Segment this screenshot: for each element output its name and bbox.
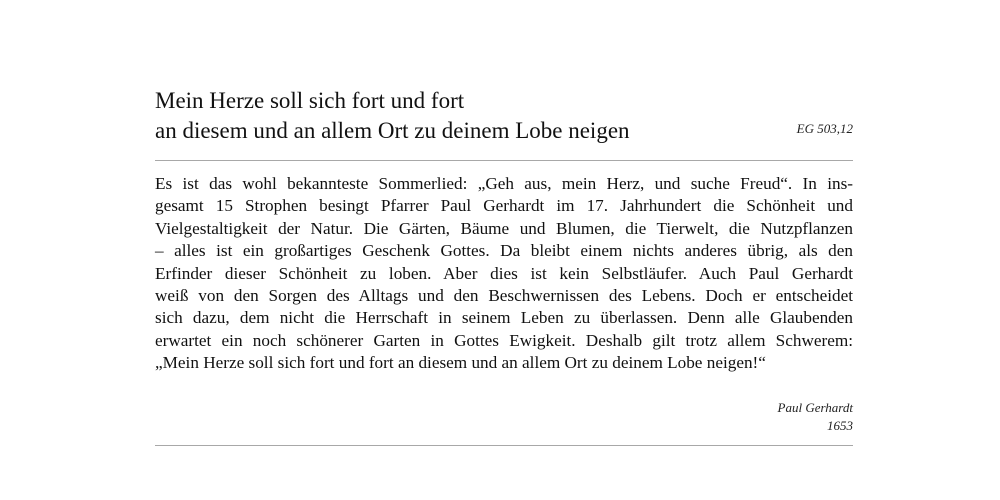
body-line: Erfinder dieser Schönheit zu loben. Aber dies ist kein Selbstläufer. Auch Paul Gerhardt — [155, 263, 853, 283]
body-text — [155, 173, 853, 375]
author-year: 1653 — [827, 417, 853, 433]
body-line: „Mein Herze soll sich fort und fort an diesem und an allem Ort zu deinem Lobe neigen!“ — [155, 353, 766, 373]
top-divider — [155, 160, 853, 161]
author-name: Paul Gerhardt — [777, 399, 853, 415]
title-line-1: Mein Herze soll sich fort und fort — [155, 88, 465, 113]
hymn-reference: EG 503,12 — [796, 121, 853, 136]
attribution — [155, 399, 853, 435]
body-line: Es ist das wohl bekannteste Sommerlied: „Geh aus, mein Herz, und suche Freud“. In ins- — [155, 174, 853, 193]
bottom-divider — [155, 445, 853, 446]
body-line: Vielgestaltigkeit der Natur. Die Gärten, Bäume und Blumen, die Tierwelt, die Nutzpflanzen — [155, 218, 853, 238]
body-line: sich dazu, dem nicht die Herrschaft in seinem Leben zu überlassen. Denn alle Glaubenden — [155, 308, 853, 328]
body-line: weiß von den Sorgen des Alltags und den Beschwernissen des Lebens. Doch er entscheidet — [155, 286, 853, 306]
body-line: gesamt 15 Strophen besingt Pfarrer Paul Gerhardt im 17. Jahrhundert die Schönheit und — [155, 196, 853, 216]
body-line: – alles ist ein großartiges Geschenk Gottes. Da bleibt einem nichts anderes übrig, als den — [155, 241, 853, 261]
body-line: erwartet ein noch schönerer Garten in Gottes Ewigkeit. Deshalb gilt trotz allem Schwerem: — [155, 330, 853, 350]
page-title — [155, 86, 755, 146]
devotional-page — [155, 86, 853, 446]
title-line-2: an diesem und an allem Ort zu deinem Lobe neigen — [155, 118, 630, 143]
